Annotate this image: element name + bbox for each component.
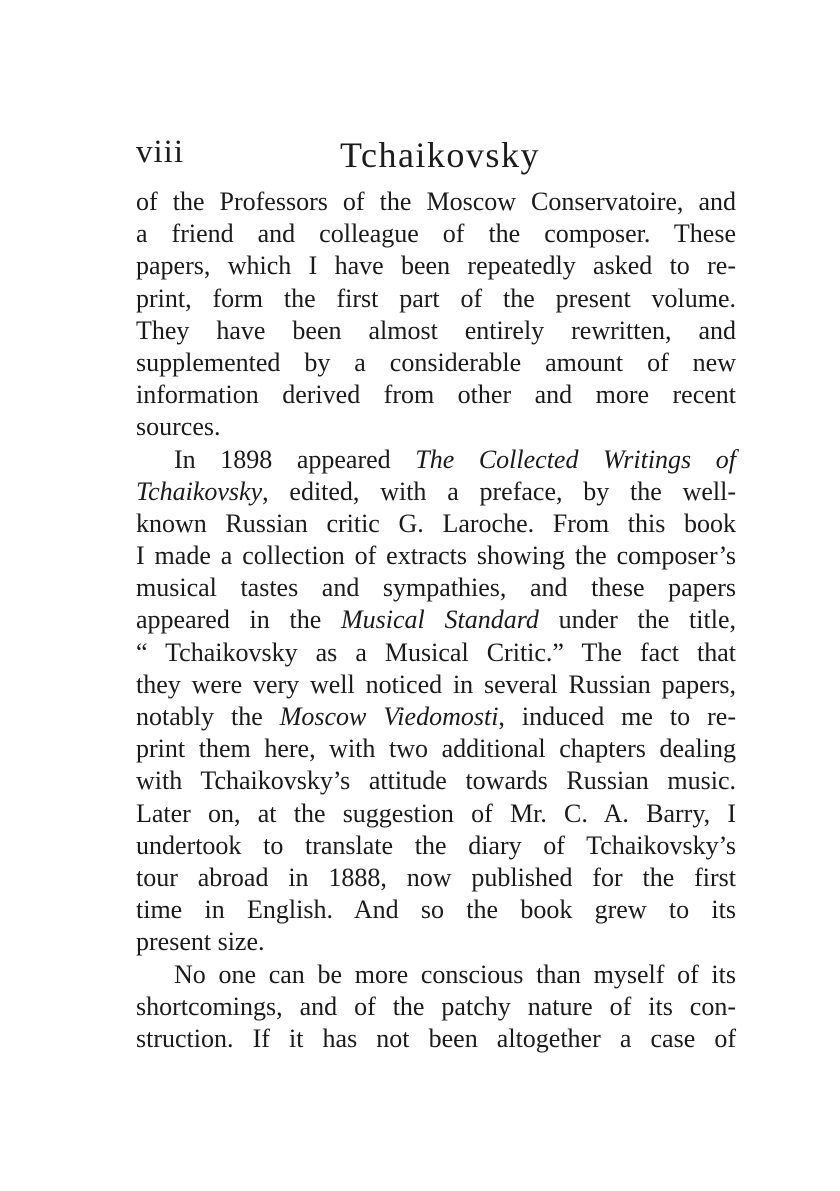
page-header — [136, 134, 736, 180]
text-segment: information derived from other and more recent — [136, 380, 736, 410]
book-title-italic: The Collected Writings of — [415, 444, 736, 474]
body-text — [136, 186, 736, 1055]
text-segment: They have been almost entirely rewritten, and — [136, 315, 736, 345]
text-segment: print them here, with two additional chapters dealing — [136, 734, 736, 764]
text-line — [136, 894, 736, 926]
text-segment: undertook to translate the diary of Tchaikovsky’s — [136, 830, 736, 860]
text-segment: papers, which I have been repeatedly asked to re- — [136, 251, 736, 281]
text-segment: present size. — [136, 927, 265, 957]
text-segment: , induced me to re- — [498, 702, 736, 731]
text-segment: shortcomings, and of the patchy nature of its con- — [136, 991, 736, 1021]
text-line — [136, 604, 736, 636]
text-line — [136, 862, 736, 894]
text-segment: notably the — [136, 702, 280, 731]
text-line — [136, 798, 736, 830]
text-line — [136, 959, 736, 991]
book-title-italic: Tchaikovsky — [136, 476, 263, 506]
text-segment: In 1898 appeared — [174, 444, 416, 474]
text-segment: they were very well noticed in several Russian papers, — [136, 669, 736, 699]
text-line — [136, 991, 736, 1023]
text-segment: No one can be more conscious than myself of its — [174, 959, 736, 989]
text-line — [136, 669, 736, 701]
text-line — [136, 347, 736, 379]
publication-title-italic: Moscow Viedomosti — [279, 702, 499, 731]
text-segment: “ Tchaikovsky as a Musical Critic.” The fact that — [136, 637, 736, 667]
text-line — [136, 379, 736, 411]
text-segment: appeared in the — [136, 605, 342, 635]
text-line — [136, 444, 736, 476]
text-segment: under the title, — [538, 605, 736, 635]
text-segment: Later on, at the suggestion of Mr. C. A. Barry, I — [136, 798, 736, 828]
running-title: Tchaikovsky — [340, 135, 540, 175]
text-segment: tour abroad in 1888, now published for the first — [136, 862, 736, 892]
text-segment: sources. — [136, 412, 221, 442]
text-line — [136, 411, 736, 443]
text-segment: known Russian critic G. Laroche. From this book — [136, 508, 736, 538]
text-line — [136, 250, 736, 282]
text-segment: struction. If it has not been altogether a case of — [136, 1023, 736, 1053]
text-segment: time in English. And so the book grew to its — [136, 895, 736, 925]
text-line — [136, 830, 736, 862]
text-segment: with Tchaikovsky’s attitude towards Russian music. — [136, 766, 736, 796]
text-line — [136, 926, 736, 958]
text-line — [136, 572, 736, 604]
text-segment: I made a collection of extracts showing the composer’s — [136, 541, 736, 571]
text-line — [136, 508, 736, 540]
text-line — [136, 701, 736, 733]
text-line — [136, 1023, 736, 1055]
text-segment: a friend and colleague of the composer. These — [136, 219, 736, 249]
text-segment: musical tastes and sympathies, and these papers — [136, 573, 736, 603]
page-number: viii — [136, 134, 185, 170]
text-line — [136, 637, 736, 669]
text-line — [136, 765, 736, 797]
text-segment: supplemented by a considerable amount of new — [136, 347, 736, 377]
text-line — [136, 315, 736, 347]
text-segment: of the Professors of the Moscow Conservatoire, and — [136, 187, 736, 216]
text-line — [136, 186, 736, 218]
publication-title-italic: Musical Standard — [341, 605, 539, 635]
text-segment: print, form the first part of the present volume. — [136, 283, 736, 313]
text-line — [136, 540, 736, 572]
text-line — [136, 283, 736, 315]
text-line — [136, 733, 736, 765]
text-line — [136, 218, 736, 250]
text-line — [136, 476, 736, 508]
text-segment: , edited, with a preface, by the well- — [262, 476, 736, 506]
